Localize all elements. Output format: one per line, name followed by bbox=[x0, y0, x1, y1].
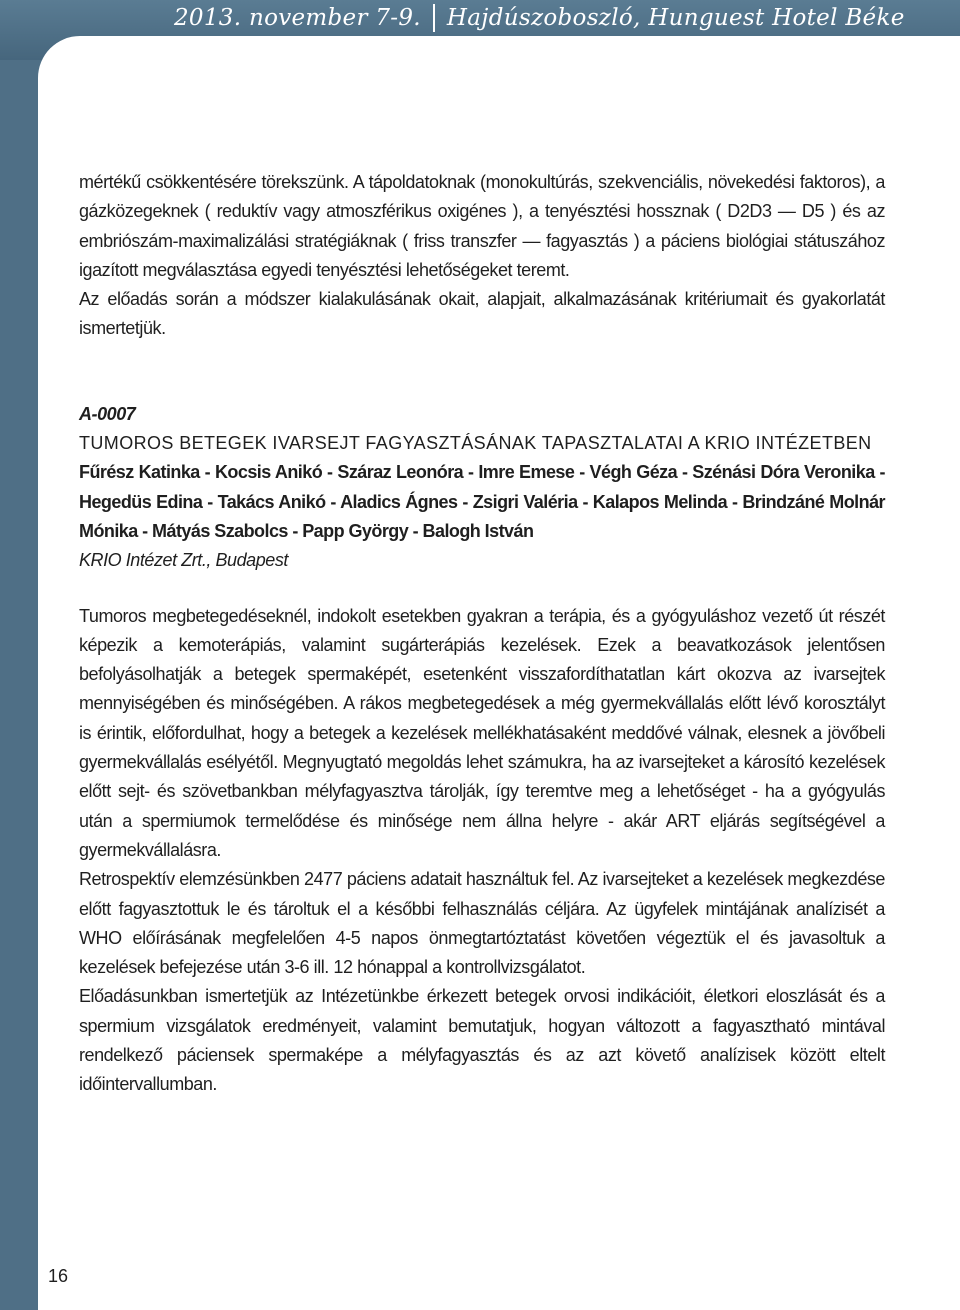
header-separator bbox=[433, 4, 435, 32]
sidebar-strip bbox=[0, 60, 38, 1310]
page-number: 16 bbox=[48, 1266, 69, 1286]
page-content bbox=[79, 168, 885, 1100]
spacer bbox=[79, 576, 885, 602]
intro-paragraph: mértékű csökkentésére törekszünk. A tápoldatoknak (monokultúrás, szekvenciális, növekedési faktoros), a gázközegeknek ( reduktív vagy atmoszférikus oxigénes ), a tenyésztési hossznak ( D2D3 — D5 ) és az embriószám-maximalizálási stratégiáknak ( friss transzfer — fagyasztás ) a páciens biológiai státuszához igazított megválasztása egyedi tenyésztési lehetőségeket teremt. bbox=[79, 172, 885, 280]
abstract-affiliation: KRIO Intézet Zrt., Budapest bbox=[79, 550, 288, 571]
spacer bbox=[79, 344, 885, 400]
intro-paragraph: Az előadás során a módszer kialakulásának okait, alapjait, alkalmazásának kritériumait és gyakorlatát ismertetjük. bbox=[79, 289, 885, 339]
abstract-paragraph: Tumoros megbetegedéseknél, indokolt esetekben gyakran a terápia, és a gyógyuláshoz vezető út részét képezik a kemoterápiás, valamint sugárterápiás kezelések. Ezek a beavatkozások jelentősen befolyásolhatják a betegek spermaképét, esetenként visszafordíthatatlan kárt okozva az ivarsejtek mennyiségében és minőségében. A rákos megbetegedések a még gyermekvállalás előtt lévő korosztályt is érintik, előfordulhat, hogy a betegek a kezelések mellékhatásaként meddővé válnak, elesnek a jövőbeli gyermekvállalás esélyétől. Megnyugtató megoldás lehet számukra, ha az ivarsejteket a károsító kezelések előtt sejt- és szövetbankban mélyfagyasztva tárolják, így teremtve meg a lehetőséget - ha a gyógyulás után a spermiumok termelődése és minősége nem állna helyre - akár ART eljárás segítségével a gyermekvállalásra. bbox=[79, 605, 885, 860]
event-venue: Hajdúszoboszló, Hunguest Hotel Béke bbox=[446, 5, 905, 31]
event-date: 2013. november 7-9. bbox=[174, 5, 421, 31]
abstract-title: TUMOROS BETEGEK IVARSEJT FAGYASZTÁSÁNAK TAPASZTALATAI A KRIO INTÉZETBEN bbox=[79, 433, 872, 454]
abstract-paragraph: Előadásunkban ismertetjük az Intézetünkbe érkezett betegek orvosi indikációit, életkori eloszlását és a spermium vizsgálatok eredményeit, valamint bemutatjuk, hogyan változott a fagyasztható mintával rendelkező páciensek spermaképe a mélyfagyasztás és az azt követő analízisek között eltelt időintervallumban. bbox=[79, 986, 885, 1095]
abstract-authors: Fűrész Katinka - Kocsis Anikó - Száraz Leonóra - Imre Emese - Végh Géza - Szénási Dóra Veronika - Hegedüs Edina - Takács Anikó - Aladics Ágnes - Zsigri Valéria - Kalapos Melinda - Brindzáné Molnár Mónika - Mátyás Szabolcs - Papp György - Balogh István bbox=[79, 462, 885, 541]
header-title bbox=[174, 4, 905, 32]
abstract-paragraph: Retrospektív elemzésünkben 2477 páciens adatait használtuk fel. Az ivarsejteket a kezelések megkezdése előtt fagyasztottuk le és tároltuk el a későbbi felhasználás céljára. Az ügyfelek mintájának analízisét a WHO előírásának megfelelően 4-5 napos önmegtartóztatást követően végeztük el és javasoltuk a kezelések befejezése után 3-6 ill. 12 hónappal a kontrollvizsgálatot. bbox=[79, 869, 885, 978]
abstract-code: A-0007 bbox=[79, 403, 136, 424]
